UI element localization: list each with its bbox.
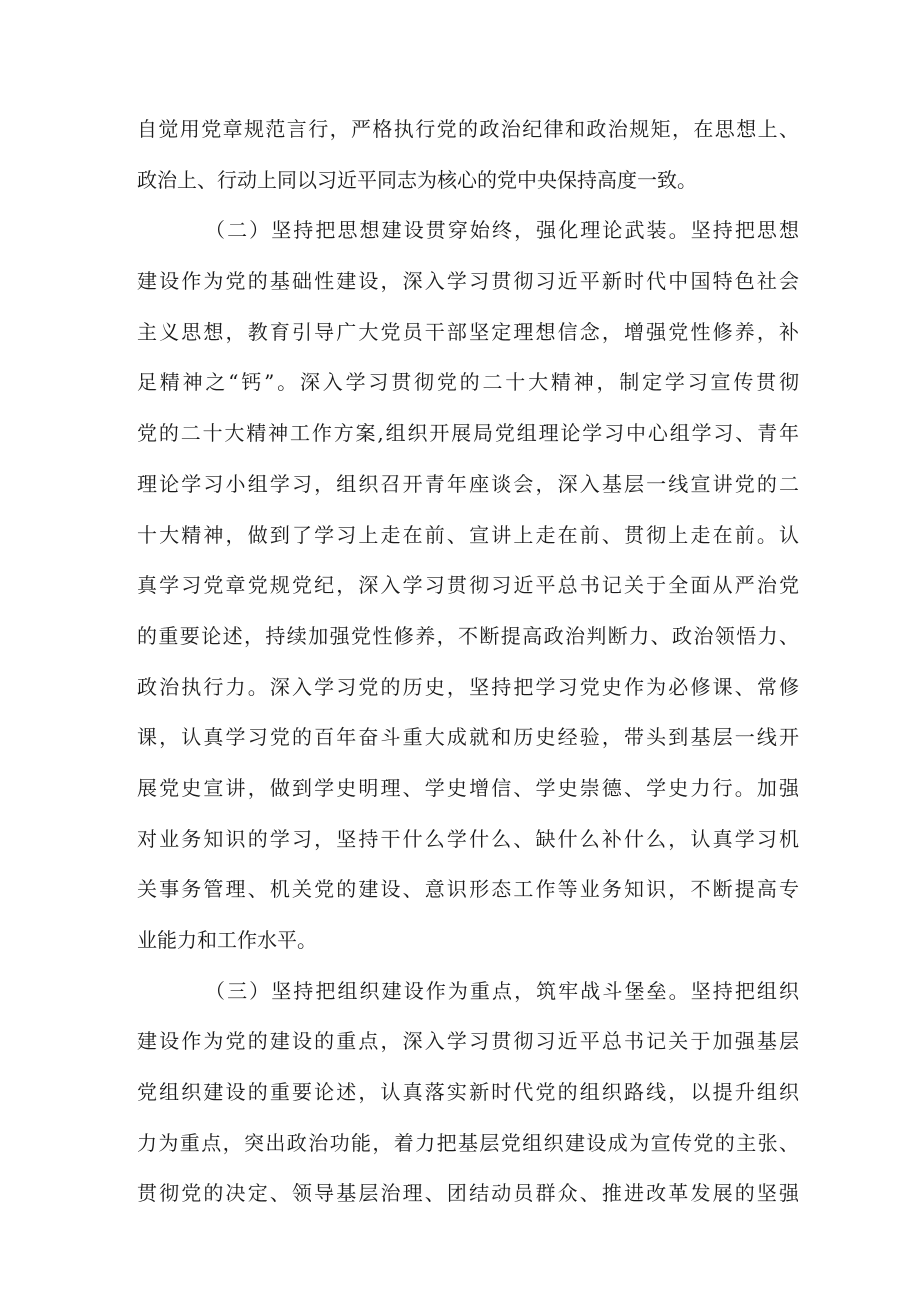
paragraph-heading-line: （三）坚持把组织建设作为重点，筑牢战斗堡垒。坚持把组织 <box>205 978 799 1003</box>
text-line: 党组织建设的重要论述，认真落实新时代党的组织路线，以提升组织 <box>137 1080 799 1105</box>
paragraph-1 <box>137 104 799 205</box>
text-line: 十大精神，做到了学习上走在前、宣讲上走在前、贯彻上走在前。认 <box>137 522 799 547</box>
text-line: 建设作为党的基础性建设，深入学习贯彻习近平新时代中国特色社会 <box>137 269 799 294</box>
text-line: 足精神之“钙”。深入学习贯彻党的二十大精神，制定学习宣传贯彻 <box>137 370 799 395</box>
text-line: 业能力和工作水平。 <box>137 928 317 952</box>
text-line: 真学习党章党规党纪，深入学习贯彻习近平总书记关于全面从严治党 <box>137 573 799 598</box>
text-line: 政治上、行动上同以习近平同志为核心的党中央保持高度一致。 <box>137 167 697 192</box>
text-line: 贯彻党的决定、领导基层治理、团结动员群众、推进改革发展的坚强 <box>137 1181 799 1206</box>
paragraph-2 <box>137 205 799 965</box>
text-line: 自觉用党章规范言行，严格执行党的政治纪律和政治规矩，在思想上、 <box>137 117 799 141</box>
text-line: 主义思想，教育引导广大党员干部坚定理想信念，增强党性修养，补 <box>137 319 799 344</box>
text-line: 关事务管理、机关党的建设、意识形态工作等业务知识，不断提高专 <box>137 877 799 902</box>
text-line: 的重要论述，持续加强党性修养，不断提高政治判断力、政治领悟力、 <box>137 623 799 648</box>
paragraph-3 <box>137 966 799 1219</box>
text-line: 理论学习小组学习，组织召开青年座谈会，深入基层一线宣讲党的二 <box>137 471 799 496</box>
paragraph-heading-line: （二）坚持把思想建设贯穿始终，强化理论武装。坚持把思想 <box>205 218 799 243</box>
text-line: 建设作为党的建设的重点，深入学习贯彻习近平总书记关于加强基层 <box>137 1029 799 1054</box>
text-line: 展党史宣讲，做到学史明理、学史增信、学史崇德、学史力行。加强 <box>137 775 799 800</box>
text-line: 对业务知识的学习，坚持干什么学什么、缺什么补什么，认真学习机 <box>137 826 799 851</box>
text-line: 政治执行力。深入学习党的历史，坚持把学习党史作为必修课、常修 <box>137 674 799 699</box>
document-body <box>137 104 799 1219</box>
text-line: 力为重点，突出政治功能，着力把基层党组织建设成为宣传党的主张、 <box>137 1130 799 1155</box>
text-line: 党的二十大精神工作方案,组织开展局党组理论学习中心组学习、青年 <box>137 421 799 446</box>
text-line: 课，认真学习党的百年奋斗重大成就和历史经验，带头到基层一线开 <box>137 725 799 750</box>
